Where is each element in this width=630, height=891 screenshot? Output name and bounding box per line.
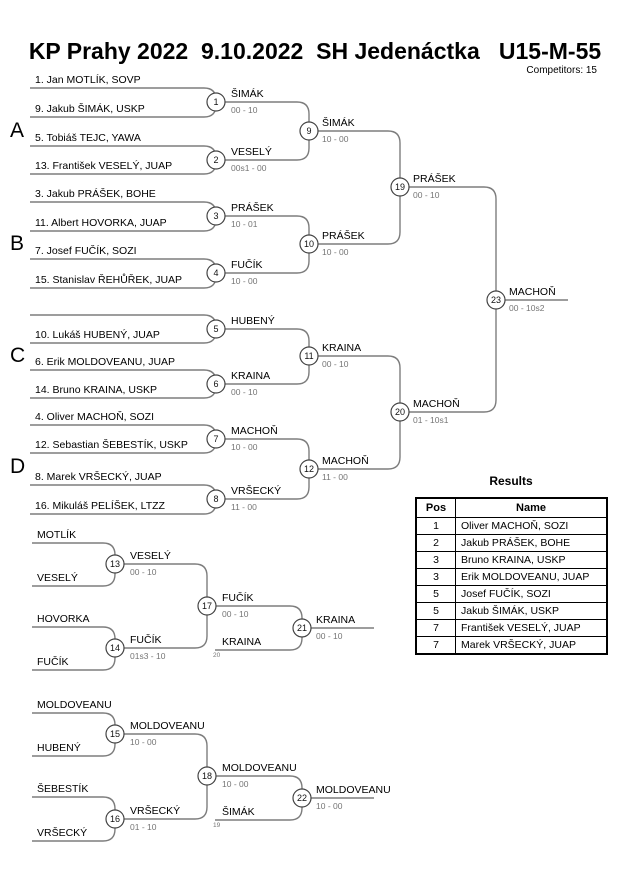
winner-name: PRÁŠEK [231,202,274,214]
player-name: 7. Josef FUČÍK, SOZI [35,245,137,257]
match-number: 9 [306,126,312,136]
player-name: ŠEBESTÍK [37,783,89,795]
player-name: 14. Bruno KRAINA, USKP [35,384,157,396]
result-name: Josef FUČÍK, SOZI [456,586,608,603]
match-number: 8 [213,494,219,504]
entrant-name: KRAINA [222,636,262,648]
match-score: 10 - 01 [231,219,258,229]
match-score: 10 - 00 [316,801,343,811]
table-row [416,552,607,569]
match-number: 1 [213,97,219,107]
winner-name: KRAINA [231,370,271,382]
results-col-pos: Pos [416,498,456,518]
winner-name: MOLDOVEANU [316,784,391,796]
match-score: 10 - 00 [322,134,349,144]
table-row [416,637,607,655]
winner-name: VESELÝ [130,550,171,562]
winner-name: VESELÝ [231,146,272,158]
winner-name: MACHOŇ [231,425,278,437]
winner-name: VRŠECKÝ [130,805,181,817]
player-name: MOLDOVEANU [37,699,112,711]
winner-name: ŠIMÁK [322,117,355,129]
result-pos: 1 [416,518,456,535]
match-score: 11 - 00 [231,502,257,512]
results-col-name: Name [456,498,608,518]
match-score: 00s1 - 00 [231,163,267,173]
player-name: 1. Jan MOTLÍK, SOVP [35,74,141,86]
table-row [416,535,607,552]
match-number: 22 [296,793,307,803]
match-number: 14 [109,643,120,653]
result-pos: 2 [416,535,456,552]
player-name: 9. Jakub ŠIMÁK, USKP [35,103,145,115]
player-name: VRŠECKÝ [37,827,88,839]
match-score: 11 - 00 [322,472,348,482]
player-name: 4. Oliver MACHOŇ, SOZI [35,411,155,423]
table-row [416,569,607,586]
winner-name: MACHOŇ [413,398,460,410]
match-score: 00 - 10 [413,190,440,200]
match-score: 01 - 10 [130,822,157,832]
group-label-d: D [10,455,26,478]
winner-name: MACHOŇ [509,286,556,298]
loser-ref: 20 [213,652,221,659]
winner-name: HUBENÝ [231,315,275,327]
player-name: 6. Erik MOLDOVEANU, JUAP [35,356,176,368]
result-name: Jakub ŠIMÁK, USKP [456,603,608,620]
winner-name: PRÁŠEK [413,173,456,185]
match-number: 12 [303,464,314,474]
winner-name: KRAINA [316,614,356,626]
player-name: 10. Lukáš HUBENÝ, JUAP [35,329,160,341]
winner-name: PRÁŠEK [322,230,365,242]
group-label-a: A [10,119,25,142]
match-score: 10 - 00 [322,247,349,257]
table-row [416,620,607,637]
winner-name: FUČÍK [222,592,254,604]
match-score: 01s3 - 10 [130,651,166,661]
match-score: 00 - 10 [322,359,349,369]
match-score: 00 - 10 [316,631,343,641]
match-score: 10 - 00 [231,276,258,286]
match-score: 10 - 00 [231,442,258,452]
match-number: 4 [213,268,219,278]
result-name: Jakub PRÁŠEK, BOHE [456,535,608,552]
result-pos: 5 [416,603,456,620]
match-number: 17 [201,601,212,611]
player-name: HOVORKA [37,613,90,625]
player-name: 5. Tobiáš TEJC, YAWA [35,132,141,144]
player-name: 8. Marek VRŠECKÝ, JUAP [35,471,162,483]
player-name: MOTLÍK [37,529,77,541]
result-pos: 3 [416,552,456,569]
results-title: Results [489,474,533,488]
match-score: 10 - 00 [130,737,157,747]
match-number: 16 [109,814,120,824]
match-number: 7 [213,434,219,444]
winner-name: VRŠECKÝ [231,485,282,497]
group-label-b: B [10,232,25,255]
match-number: 11 [304,351,314,361]
winner-name: MACHOŇ [322,455,369,467]
table-header-row [416,498,607,518]
result-name: Oliver MACHOŇ, SOZI [456,518,608,535]
competitors-count: Competitors: 15 [526,65,597,76]
match-number: 18 [201,771,212,781]
match-score: 00 - 10 [231,387,258,397]
winner-name: MOLDOVEANU [222,762,297,774]
match-number: 5 [213,324,219,334]
player-name: HUBENÝ [37,742,81,754]
group-label-c: C [10,344,26,367]
match-number: 21 [296,623,307,633]
match-number: 3 [213,211,219,221]
result-name: František VESELÝ, JUAP [456,620,608,637]
player-name: 12. Sebastian ŠEBESTÍK, USKP [35,439,188,451]
loser-ref: 19 [213,822,221,829]
winner-name: MOLDOVEANU [130,720,205,732]
winner-name: FUČÍK [231,259,263,271]
player-name: 13. František VESELÝ, JUAP [35,160,173,172]
table-row [416,518,607,535]
results-table [415,497,608,655]
match-number: 15 [109,729,120,739]
player-name: 3. Jakub PRÁŠEK, BOHE [35,188,156,200]
match-number: 19 [394,182,405,192]
result-name: Erik MOLDOVEANU, JUAP [456,569,608,586]
result-name: Bruno KRAINA, USKP [456,552,608,569]
match-number: 23 [490,295,501,305]
player-name: 11. Albert HOVORKA, JUAP [35,217,167,229]
match-score: 00 - 10 [222,609,249,619]
result-pos: 5 [416,586,456,603]
player-name: 15. Stanislav ŘEHŮŘEK, JUAP [35,274,183,286]
player-name: 16. Mikuláš PELÍŠEK, LTZZ [35,500,165,512]
match-number: 20 [394,407,405,417]
tournament-title: KP Prahy 2022 9.10.2022 SH Jedenáctka U15-M-55 [28,38,602,64]
match-score: 01 - 10s1 [413,415,449,425]
table-row [416,586,607,603]
match-score: 00 - 10 [231,105,258,115]
table-row [416,603,607,620]
winner-name: ŠIMÁK [231,88,264,100]
result-pos: 7 [416,637,456,655]
result-pos: 3 [416,569,456,586]
winner-name: FUČÍK [130,634,162,646]
match-score: 10 - 00 [222,779,249,789]
winner-name: KRAINA [322,342,362,354]
match-number: 10 [303,239,314,249]
match-number: 2 [213,155,219,165]
match-number: 13 [109,559,120,569]
result-pos: 7 [416,620,456,637]
player-name: VESELÝ [37,572,78,584]
result-name: Marek VRŠECKÝ, JUAP [456,637,608,655]
match-score: 00 - 10 [130,567,157,577]
entrant-name: ŠIMÁK [222,806,255,818]
match-number: 6 [213,379,219,389]
match-score: 00 - 10s2 [509,303,545,313]
player-name: FUČÍK [37,656,69,668]
